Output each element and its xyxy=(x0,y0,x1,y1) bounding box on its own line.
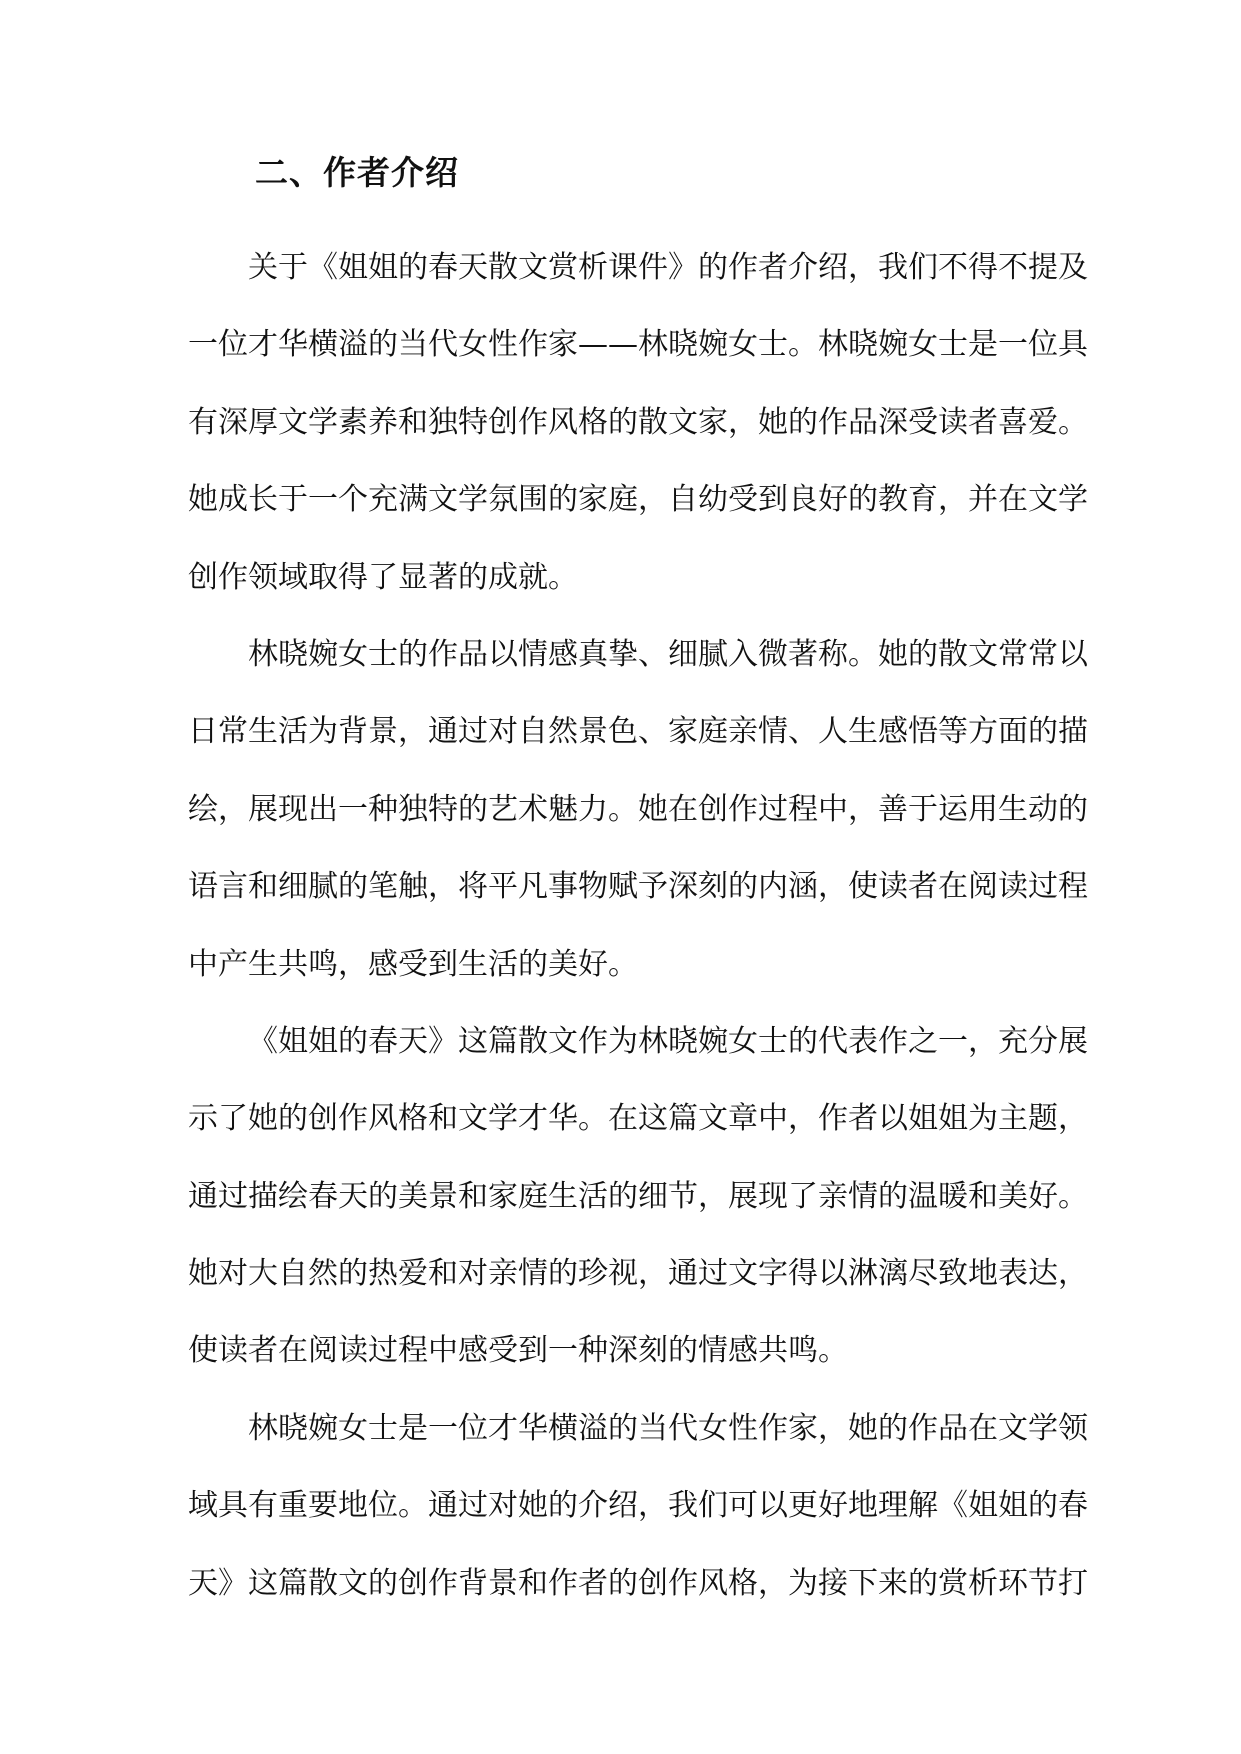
text-line: 域具有重要地位。通过对她的介绍，我们可以更好地理解《姐姐的春 xyxy=(188,1488,1088,1524)
text-line: 通过描绘春天的美景和家庭生活的细节，展现了亲情的温暖和美好。 xyxy=(188,1178,1088,1214)
text-line: 创作领域取得了显著的成就。 xyxy=(188,559,578,595)
text-line: 关于《姐姐的春天散文赏析课件》的作者介绍，我们不得不提及 xyxy=(248,250,1088,285)
paragraph-writing-style xyxy=(188,616,1088,1003)
text-line: 《姐姐的春天》这篇散文作为林晓婉女士的代表作之一，充分展 xyxy=(248,1023,1088,1059)
text-line: 使读者在阅读过程中感受到一种深刻的情感共鸣。 xyxy=(188,1333,848,1369)
text-line: 天》这篇散文的创作背景和作者的创作风格，为接下来的赏析环节打 xyxy=(188,1565,1088,1601)
text-line: 绘，展现出一种独特的艺术魅力。她在创作过程中，善于运用生动的 xyxy=(188,791,1088,827)
text-line: 中产生共鸣，感受到生活的美好。 xyxy=(188,946,638,982)
paragraph-summary xyxy=(188,1390,1088,1622)
text-line: 一位才华横溢的当代女性作家——林晓婉女士。林晓婉女士是一位具 xyxy=(188,327,1088,363)
text-line: 有深厚文学素养和独特创作风格的散文家，她的作品深受读者喜爱。 xyxy=(188,404,1088,440)
text-line: 她成长于一个充满文学氛围的家庭，自幼受到良好的教育，并在文学 xyxy=(188,482,1088,518)
text-line: 语言和细腻的笔触，将平凡事物赋予深刻的内涵，使读者在阅读过程 xyxy=(188,869,1088,905)
text-line: 示了她的创作风格和文学才华。在这篇文章中，作者以姐姐为主题， xyxy=(188,1101,1088,1137)
paragraph-representative-work xyxy=(188,1003,1088,1390)
section-heading: 二、作者介绍 xyxy=(255,153,459,192)
text-line: 她对大自然的热爱和对亲情的珍视，通过文字得以淋漓尽致地表达， xyxy=(188,1256,1088,1292)
paragraph-author-intro xyxy=(188,229,1088,616)
text-line: 林晓婉女士是一位才华横溢的当代女性作家，她的作品在文学领 xyxy=(248,1410,1088,1446)
text-line: 林晓婉女士的作品以情感真挚、细腻入微著称。她的散文常常以 xyxy=(248,636,1088,672)
body-text xyxy=(188,229,1088,1622)
text-line: 日常生活为背景，通过对自然景色、家庭亲情、人生感悟等方面的描 xyxy=(188,714,1088,750)
